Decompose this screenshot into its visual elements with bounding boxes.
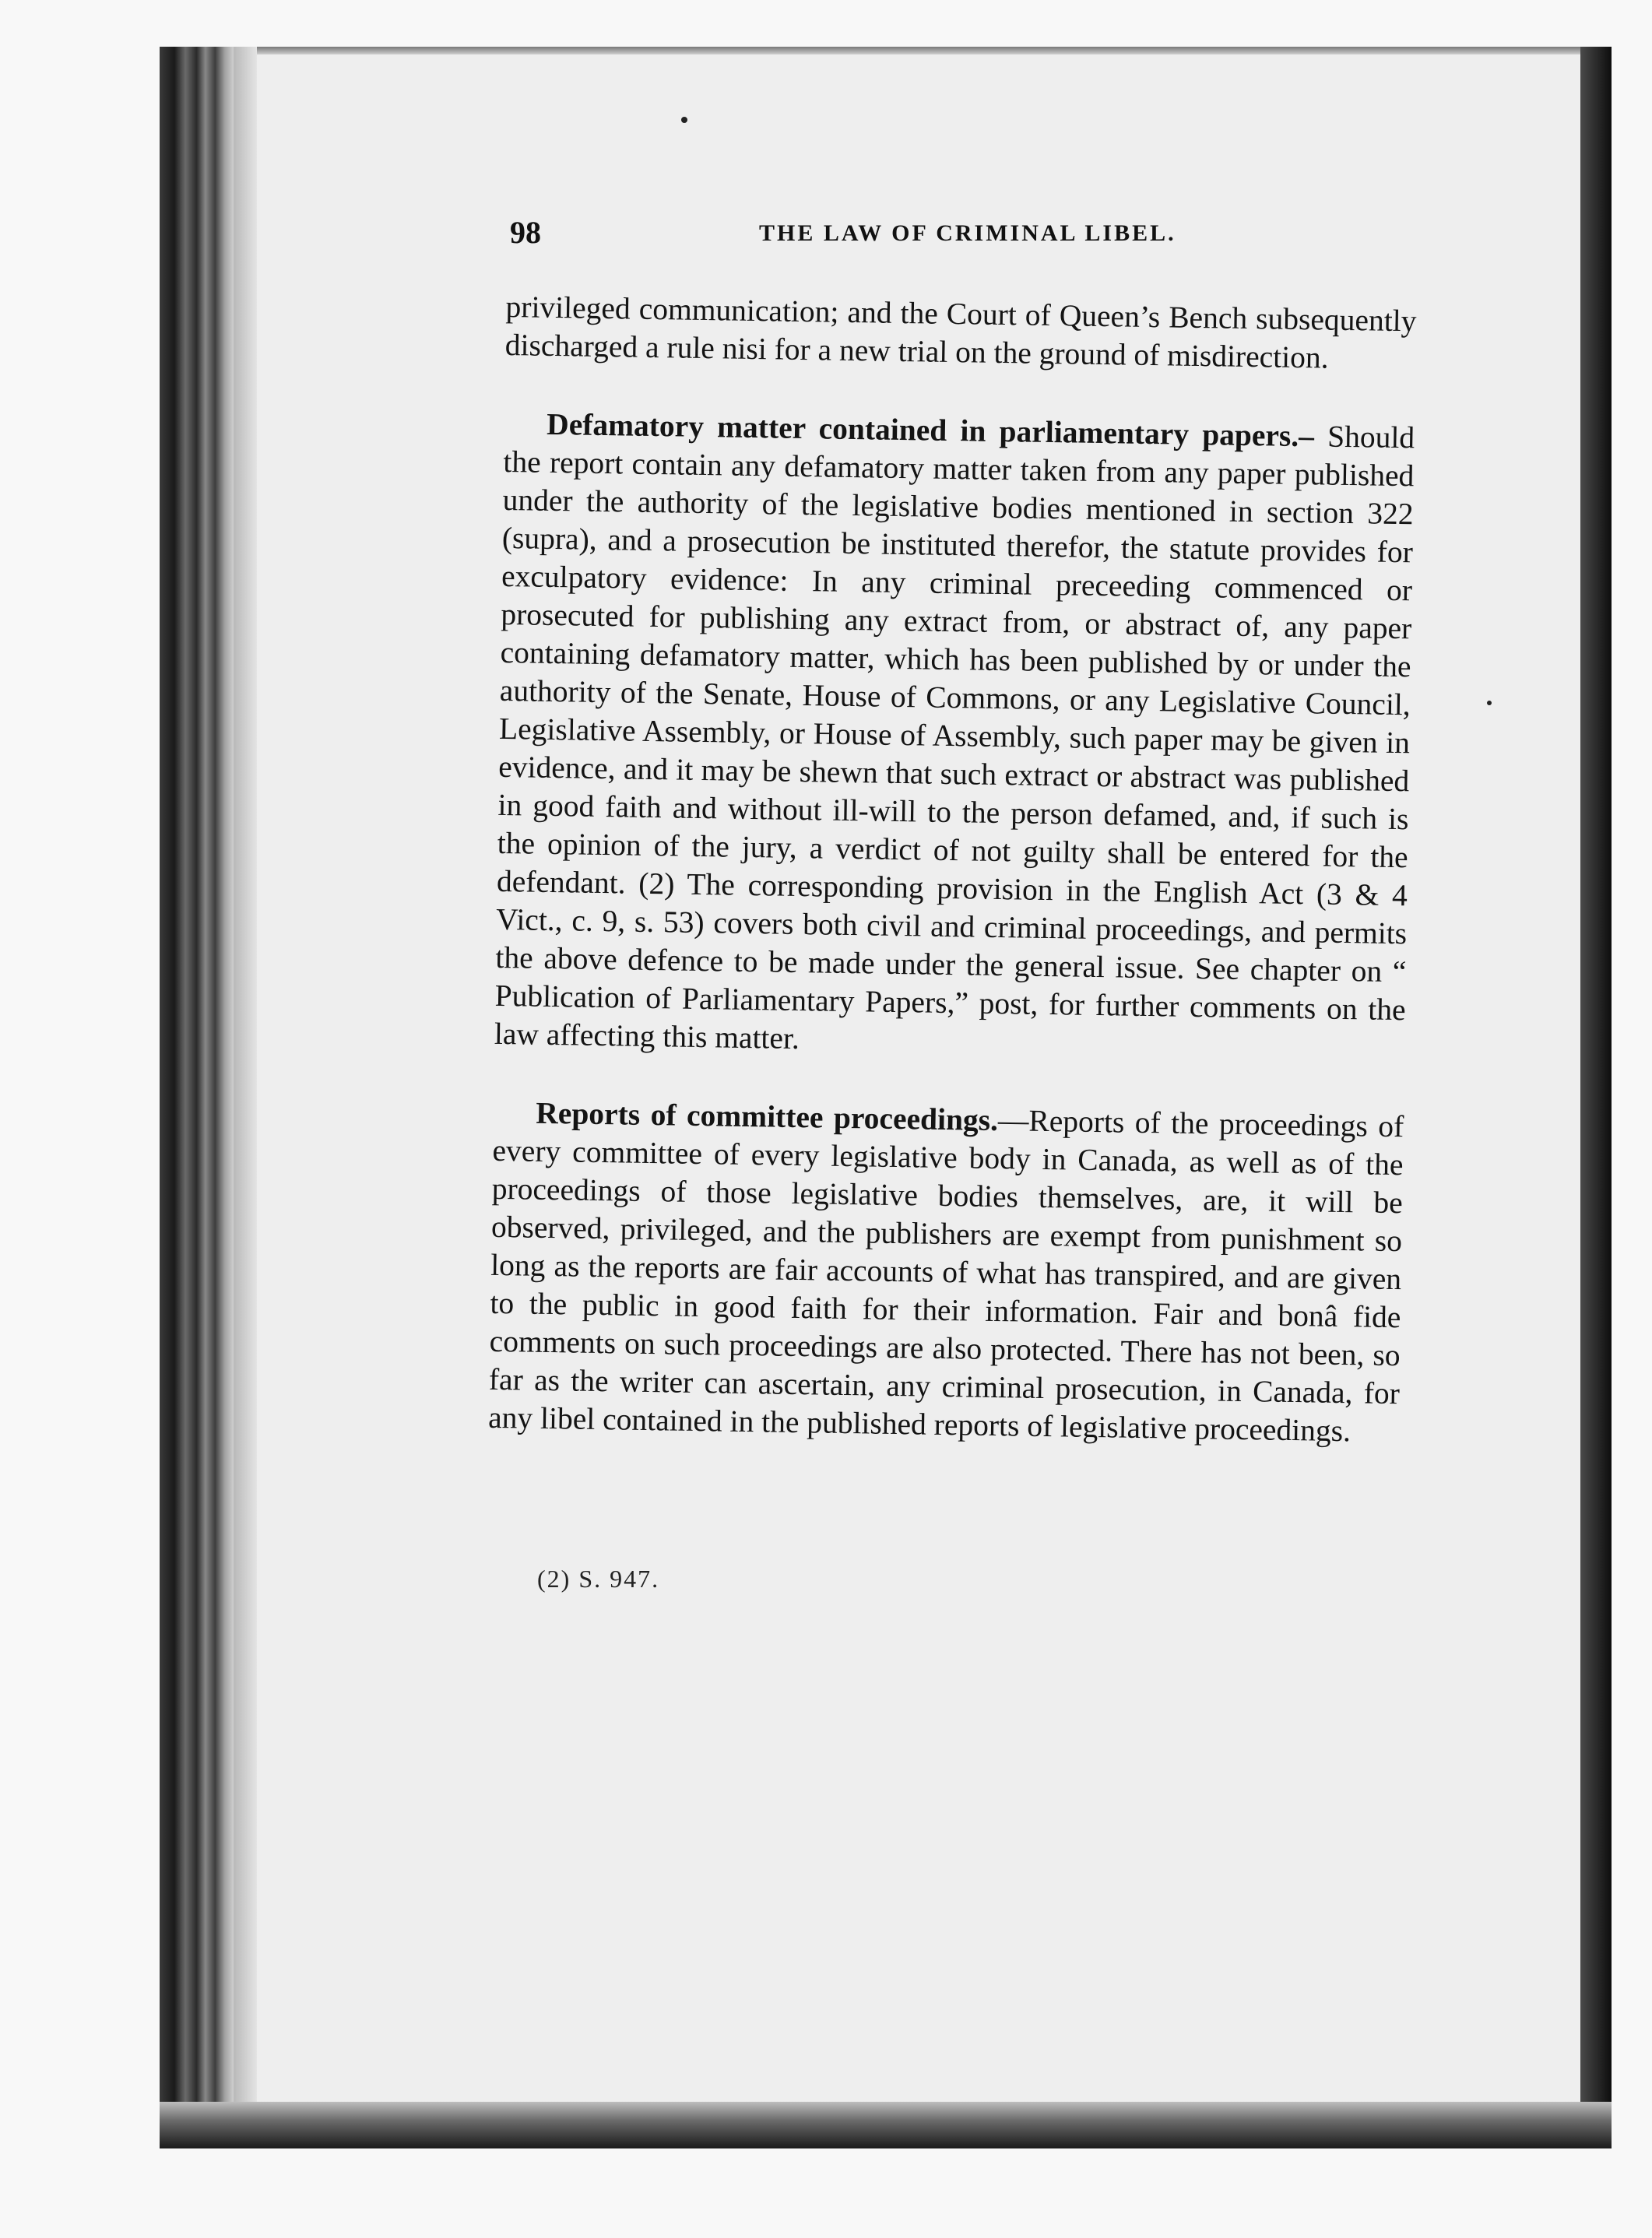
page-body <box>487 288 1417 1491</box>
paragraph <box>504 288 1416 378</box>
footnote: (2) S. 947. <box>537 1565 660 1593</box>
section-heading: Reports of committee proceedings. <box>536 1095 999 1138</box>
paragraph-text: privileged communication; and the Court of Queen’s Bench subsequently discharged a rule nisi for a new trial on the ground of misdirection. <box>504 289 1417 375</box>
scan-frame-top <box>160 47 1612 54</box>
page-gutter <box>234 47 257 2148</box>
dust-speck <box>681 117 687 123</box>
paragraph <box>488 1094 1404 1451</box>
paragraph <box>494 405 1415 1067</box>
paragraph-text: —Reports of the proceedings of every committee of every legislative body in Canada, as well as of the proceedings of those legislative bodies themselves, are, it will be observed, privileged, and the publishers are exempt from punishment so long as the reports are fair accounts of what has transpired, and are given to the public in good faith for their information. Fair and bonâ fide comments on such proceedings are also protected. There has not been, so far as the writer can ascertain, any criminal prosecution, in Canada, for any libel contained in the published reports of legislative proceedings. <box>487 1103 1404 1449</box>
section-heading: Defamatory matter contained in parliamentary papers.– <box>546 406 1315 454</box>
paragraph-text: Should the report contain any defamatory matter taken from any paper published under the authority of the legislative bodies mentioned in section 322 (supra), and a prosecution be instituted therefor, the statute provides for exculpatory evidence: In any criminal preceeding commenced or prosecuted for publishing any extract from, or abstract of, any paper containing defamatory matter, which has been published by or under the authority of the Senate, House of Commons, or any Legislative Council, Legislative Assembly, or House of Assembly, such paper may be given in evidence, and it may be shewn that such extract or abstract was published in good faith and without ill-will to the person defamed, and, if such is the opinion of the jury, a verdict of not guilty shall be entered for the defendant. (2) The corresponding provision in the English Act (3 & 4 Vict., c. 9, s. 53) covers both civil and criminal proceedings, and permits the above defence to be made under the general issue. See chapter on “ Publication of Parliamentary Papers,” post, for further comments on the law affecting this matter. <box>494 419 1415 1056</box>
dust-speck <box>1487 701 1492 705</box>
scan-frame-right <box>1580 47 1612 2148</box>
page-number: 98 <box>510 215 541 250</box>
scan-frame-bottom <box>160 2102 1612 2148</box>
running-head: THE LAW OF CRIMINAL LIBEL. <box>759 220 1176 246</box>
book-binding-shadow <box>160 47 234 2148</box>
